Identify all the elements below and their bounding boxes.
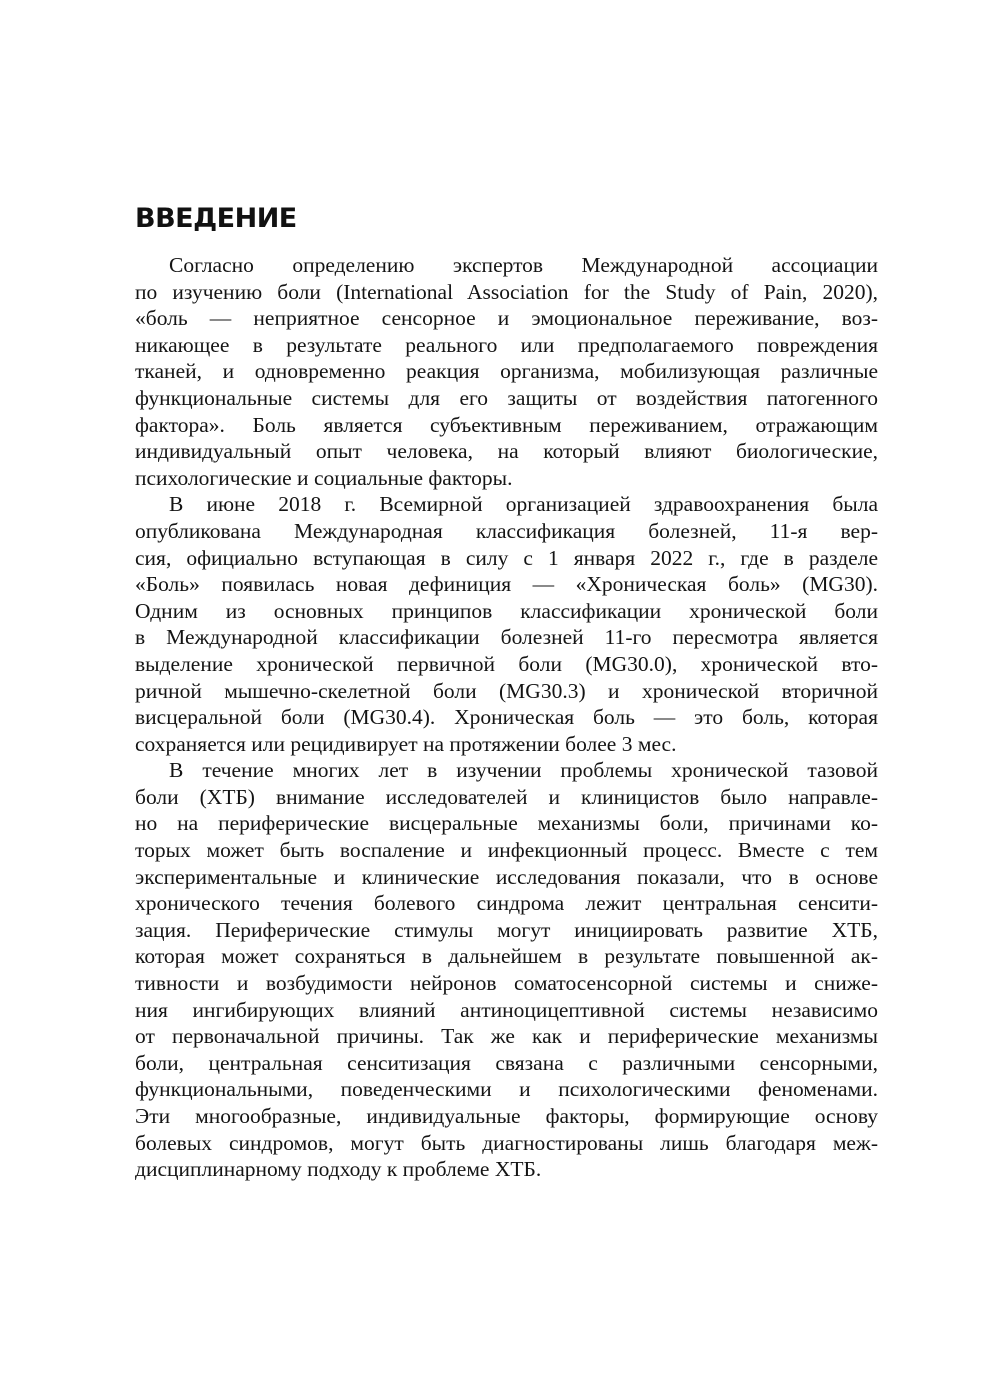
text-line: функциональные системы для его защиты от воздействия патогенного xyxy=(135,385,878,410)
text-line: выделение хронической первичной боли (MG30.0), хронической вто- xyxy=(135,651,878,676)
text-line: Согласно определению экспертов Международной ассоциации xyxy=(169,253,878,277)
text-line: но на периферические висцеральные механизмы боли, причинами ко- xyxy=(135,811,878,836)
text-line: висцеральной боли (MG30.4). Хроническая боль — это боль, которая xyxy=(135,705,878,730)
text-line: экспериментальные и клинические исследования показали, что в основе xyxy=(135,864,878,889)
text-line: психологические и социальные факторы. xyxy=(135,465,513,490)
text-line: «боль — неприятное сенсорное и эмоциональное переживание, воз- xyxy=(135,306,878,331)
text-line: фактора». Боль является субъективным переживанием, отражающим xyxy=(135,412,878,437)
text-line: торых может быть воспаление и инфекционный процесс. Вместе с тем xyxy=(135,838,878,863)
text-line: боли (ХТБ) внимание исследователей и клиницистов было направле- xyxy=(135,784,878,809)
text-line: никающее в результате реального или предполагаемого повреждения xyxy=(135,332,878,357)
text-line: хронического течения болевого синдрома лежит центральная сенсити- xyxy=(135,891,878,916)
text-line: в Международной классификации болезней 11-го пересмотра является xyxy=(135,625,878,650)
text-line: опубликована Международная классификация болезней, 11-я вер- xyxy=(135,518,878,543)
text-line: боли, центральная сенситизация связана с различными сенсорными, xyxy=(135,1050,878,1075)
text-line: сохраняется или рецидивирует на протяжении более 3 мес. xyxy=(135,731,677,756)
text-line: тивности и возбудимости нейронов соматосенсорной системы и сниже- xyxy=(135,971,878,996)
text-line: индивидуальный опыт человека, на который влияют биологические, xyxy=(135,439,878,464)
text-line: «Боль» появилась новая дефиниция — «Хроническая боль» (MG30). xyxy=(135,572,878,597)
text-line: дисциплинарному подходу к проблеме ХТБ. xyxy=(135,1157,542,1182)
text-line: Одним из основных принципов классификации хронической боли xyxy=(135,598,878,623)
text-line: В течение многих лет в изучении проблемы хронической тазовой xyxy=(169,758,878,783)
text-line: Эти многообразные, индивидуальные факторы, формирующие основу xyxy=(135,1104,878,1128)
text-line: по изучению боли (International Association for the Study of Pain, 2020), xyxy=(135,279,878,304)
text-line: зация. Периферические стимулы могут инициировать развитие ХТБ, xyxy=(135,917,878,942)
text-line: ричной мышечно-скелетной боли (MG30.3) и хронической вторичной xyxy=(135,678,878,703)
text-line: функциональными, поведенческими и психологическими феноменами. xyxy=(135,1077,878,1102)
text-line: болевых синдромов, могут быть диагностированы лишь благодаря меж- xyxy=(135,1130,878,1155)
text-line: тканей, и одновременно реакция организма, мобилизующая различные xyxy=(135,359,878,384)
body-text xyxy=(135,252,878,1183)
text-line: В июне 2018 г. Всемирной организацией здравоохранения была xyxy=(169,492,878,517)
text-line: сия, официально вступающая в силу с 1 января 2022 г., где в разделе xyxy=(135,545,878,570)
text-line: от первоначальной причины. Так же как и периферические механизмы xyxy=(135,1024,878,1049)
section-heading: ВВЕДЕНИЕ xyxy=(135,203,297,234)
text-line: которая может сохраняться в дальнейшем в результате повышенной ак- xyxy=(135,944,878,969)
text-line: ния ингибирующих влияний антиноцицептивной системы независимо xyxy=(135,997,878,1022)
